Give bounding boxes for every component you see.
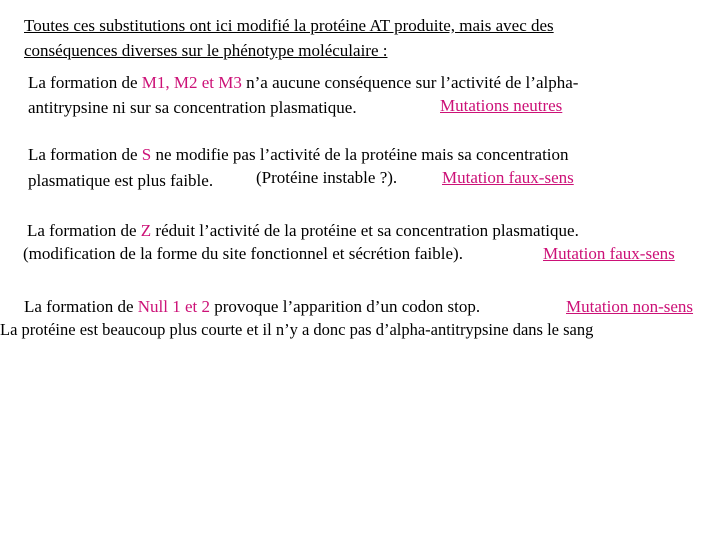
p3-mutation-type: Mutation faux-sens xyxy=(543,244,675,263)
p4-line-2: La protéine est beaucoup plus courte et il n’y a donc pas d’alpha-antitrypsine dans le sang xyxy=(0,320,594,339)
intro-line-2: conséquences diverses sur le phénotype moléculaire : xyxy=(24,41,388,60)
p2-line2-text: plasmatique est plus faible. xyxy=(28,171,214,190)
p3-line-1 xyxy=(27,221,579,241)
p3-mutation-name: Z xyxy=(140,221,152,240)
p2-note: (Protéine instable ?). xyxy=(256,168,398,187)
p1-mutation-names: M1, M2 et M3 xyxy=(141,73,242,92)
p1-text-start: La formation de xyxy=(28,73,142,92)
p2-line-2 xyxy=(28,171,213,191)
p2-line-1 xyxy=(28,145,569,165)
p3-text-end: réduit l’activité de la protéine et sa concentration plasmatique. xyxy=(151,221,579,240)
p1-text-end: n’a aucune conséquence sur l’activité de l’alpha- xyxy=(241,73,579,92)
p3-line2-text: (modification de la forme du site fonctionnel et sécrétion faible). xyxy=(23,244,463,263)
p2-text-end: ne modifie pas l’activité de la protéine mais sa concentration xyxy=(151,145,569,164)
p2-mutation-type: Mutation faux-sens xyxy=(442,168,574,187)
p2-mutation-name: S xyxy=(141,145,152,164)
p1-line2-text: antitrypsine ni sur sa concentration plasmatique. xyxy=(28,98,357,117)
p2-text-start: La formation de xyxy=(28,145,142,164)
p4-text-end: provoque l’apparition d’un codon stop. xyxy=(210,297,481,316)
intro-line-1: Toutes ces substitutions ont ici modifié la protéine AT produite, mais avec des xyxy=(24,16,554,35)
p4-mutation-type: Mutation non-sens xyxy=(566,297,694,316)
p3-text-start: La formation de xyxy=(27,221,141,240)
p4-text-start: La formation de xyxy=(24,297,138,316)
p1-mutation-type: Mutations neutres xyxy=(440,96,563,115)
p3-line-2 xyxy=(23,244,463,264)
p4-mutation-names: Null 1 et 2 xyxy=(137,297,211,316)
p4-line-1 xyxy=(24,297,480,317)
p1-line-2 xyxy=(28,98,357,118)
p1-line-1 xyxy=(28,73,578,93)
